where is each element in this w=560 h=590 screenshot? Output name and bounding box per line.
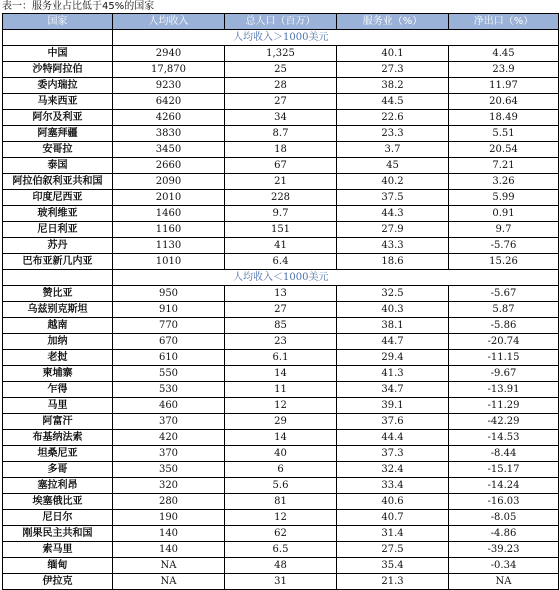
- population-cell: 40: [225, 446, 337, 462]
- country-cell: 乍得: [3, 382, 113, 398]
- header-income: 人均收入: [113, 14, 225, 30]
- population-cell: 9.7: [225, 206, 337, 222]
- net-export-cell: NA: [449, 574, 559, 590]
- net-export-cell: -39.23: [449, 542, 559, 558]
- services-cell: 21.3: [337, 574, 449, 590]
- country-cell: 伊拉克: [3, 574, 113, 590]
- population-cell: 25: [225, 62, 337, 78]
- table-row: [3, 62, 559, 78]
- country-cell: 赞比亚: [3, 286, 113, 302]
- header-population: 总人口（百万）: [225, 14, 337, 30]
- table-row: [3, 494, 559, 510]
- services-cell: 44.3: [337, 206, 449, 222]
- table-row: [3, 238, 559, 254]
- net-export-cell: 23.9: [449, 62, 559, 78]
- country-cell: 老挝: [3, 350, 113, 366]
- net-export-cell: -42.29: [449, 414, 559, 430]
- services-cell: 37.6: [337, 414, 449, 430]
- net-export-cell: -11.15: [449, 350, 559, 366]
- net-export-cell: 7.21: [449, 158, 559, 174]
- income-cell: 950: [113, 286, 225, 302]
- population-cell: 8.7: [225, 126, 337, 142]
- country-cell: 乌兹别克斯坦: [3, 302, 113, 318]
- income-cell: 1010: [113, 254, 225, 270]
- income-cell: 370: [113, 446, 225, 462]
- table-row: [3, 526, 559, 542]
- net-export-cell: 5.99: [449, 190, 559, 206]
- services-cell: 27.9: [337, 222, 449, 238]
- country-cell: 马里: [3, 398, 113, 414]
- country-cell: 中国: [3, 46, 113, 62]
- section-row: [3, 270, 559, 286]
- services-cell: 18.6: [337, 254, 449, 270]
- header-net-export: 净出口（%）: [449, 14, 559, 30]
- income-cell: 9230: [113, 78, 225, 94]
- country-cell: 越南: [3, 318, 113, 334]
- header-row: [3, 14, 559, 30]
- income-cell: 1130: [113, 238, 225, 254]
- country-cell: 安哥拉: [3, 142, 113, 158]
- population-cell: 13: [225, 286, 337, 302]
- services-cell: 27.3: [337, 62, 449, 78]
- population-cell: 6.1: [225, 350, 337, 366]
- population-cell: 1,325: [225, 46, 337, 62]
- services-cell: 23.3: [337, 126, 449, 142]
- net-export-cell: -8.44: [449, 446, 559, 462]
- country-cell: 尼日尔: [3, 510, 113, 526]
- country-cell: 刚果民主共和国: [3, 526, 113, 542]
- table-caption: 表一：服务业占比低于45%的国家: [2, 1, 155, 12]
- table-row: [3, 318, 559, 334]
- section-blank-cell: [3, 270, 113, 286]
- country-cell: 布基纳法索: [3, 430, 113, 446]
- country-cell: 玻利维亚: [3, 206, 113, 222]
- table-row: [3, 222, 559, 238]
- population-cell: 85: [225, 318, 337, 334]
- table-row: [3, 254, 559, 270]
- section-label: 人均收入＞1000美元: [113, 30, 559, 46]
- net-export-cell: 9.7: [449, 222, 559, 238]
- population-cell: 31: [225, 574, 337, 590]
- net-export-cell: 20.54: [449, 142, 559, 158]
- income-cell: 4260: [113, 110, 225, 126]
- net-export-cell: 18.49: [449, 110, 559, 126]
- section-row: [3, 30, 559, 46]
- services-cell: 27.5: [337, 542, 449, 558]
- income-cell: 2010: [113, 190, 225, 206]
- services-cell: 40.6: [337, 494, 449, 510]
- country-cell: 塞拉利昂: [3, 478, 113, 494]
- income-cell: 6420: [113, 94, 225, 110]
- table-row: [3, 558, 559, 574]
- table-row: [3, 158, 559, 174]
- population-cell: 6.4: [225, 254, 337, 270]
- income-cell: 17,870: [113, 62, 225, 78]
- services-cell: 45: [337, 158, 449, 174]
- table-row: [3, 462, 559, 478]
- services-cell: 38.1: [337, 318, 449, 334]
- services-cell: 37.3: [337, 446, 449, 462]
- country-cell: 马来西亚: [3, 94, 113, 110]
- table-row: [3, 350, 559, 366]
- country-cell: 柬埔寨: [3, 366, 113, 382]
- population-cell: 62: [225, 526, 337, 542]
- table-row: [3, 366, 559, 382]
- services-cell: 22.6: [337, 110, 449, 126]
- services-cell: 38.2: [337, 78, 449, 94]
- country-cell: 阿拉伯叙利亚共和国: [3, 174, 113, 190]
- services-cell: 44.4: [337, 430, 449, 446]
- services-cell: 40.7: [337, 510, 449, 526]
- population-cell: 21: [225, 174, 337, 190]
- services-cell: 41.3: [337, 366, 449, 382]
- net-export-cell: -0.34: [449, 558, 559, 574]
- population-cell: 12: [225, 398, 337, 414]
- income-cell: 770: [113, 318, 225, 334]
- table-row: [3, 382, 559, 398]
- population-cell: 41: [225, 238, 337, 254]
- net-export-cell: -16.03: [449, 494, 559, 510]
- income-cell: 280: [113, 494, 225, 510]
- country-cell: 尼日利亚: [3, 222, 113, 238]
- income-cell: 140: [113, 542, 225, 558]
- section-blank-cell: [3, 30, 113, 46]
- population-cell: 27: [225, 302, 337, 318]
- country-cell: 委内瑞拉: [3, 78, 113, 94]
- income-cell: NA: [113, 558, 225, 574]
- income-cell: 530: [113, 382, 225, 398]
- table-body: [3, 30, 559, 590]
- services-cell: 32.4: [337, 462, 449, 478]
- country-cell: 沙特阿拉伯: [3, 62, 113, 78]
- services-cell: 32.5: [337, 286, 449, 302]
- net-export-cell: -13.91: [449, 382, 559, 398]
- income-cell: 3830: [113, 126, 225, 142]
- population-cell: 48: [225, 558, 337, 574]
- table-row: [3, 446, 559, 462]
- income-cell: 910: [113, 302, 225, 318]
- net-export-cell: 5.87: [449, 302, 559, 318]
- net-export-cell: -8.05: [449, 510, 559, 526]
- table-row: [3, 126, 559, 142]
- services-cell: 3.7: [337, 142, 449, 158]
- table-row: [3, 286, 559, 302]
- income-cell: 140: [113, 526, 225, 542]
- country-cell: 缅甸: [3, 558, 113, 574]
- income-cell: 1460: [113, 206, 225, 222]
- services-cell: 37.5: [337, 190, 449, 206]
- net-export-cell: 4.45: [449, 46, 559, 62]
- population-cell: 23: [225, 334, 337, 350]
- income-cell: 3450: [113, 142, 225, 158]
- country-cell: 坦桑尼亚: [3, 446, 113, 462]
- income-cell: 2090: [113, 174, 225, 190]
- income-cell: 670: [113, 334, 225, 350]
- services-cell: 31.4: [337, 526, 449, 542]
- net-export-cell: -5.67: [449, 286, 559, 302]
- net-export-cell: -9.67: [449, 366, 559, 382]
- net-export-cell: -5.76: [449, 238, 559, 254]
- table-row: [3, 334, 559, 350]
- table-row: [3, 414, 559, 430]
- income-cell: 460: [113, 398, 225, 414]
- population-cell: 27: [225, 94, 337, 110]
- income-cell: 370: [113, 414, 225, 430]
- income-cell: 610: [113, 350, 225, 366]
- net-export-cell: -11.29: [449, 398, 559, 414]
- table-row: [3, 190, 559, 206]
- net-export-cell: -5.86: [449, 318, 559, 334]
- table-row: [3, 430, 559, 446]
- population-cell: 14: [225, 430, 337, 446]
- income-cell: 550: [113, 366, 225, 382]
- table-row: [3, 78, 559, 94]
- table-row: [3, 206, 559, 222]
- services-cell: 39.1: [337, 398, 449, 414]
- country-cell: 多哥: [3, 462, 113, 478]
- net-export-cell: -15.17: [449, 462, 559, 478]
- header-country: 国家: [3, 14, 113, 30]
- population-cell: 14: [225, 366, 337, 382]
- section-label: 人均收入＜1000美元: [113, 270, 559, 286]
- population-cell: 81: [225, 494, 337, 510]
- income-cell: 350: [113, 462, 225, 478]
- population-cell: 11: [225, 382, 337, 398]
- population-cell: 5.6: [225, 478, 337, 494]
- income-cell: NA: [113, 574, 225, 590]
- net-export-cell: 5.51: [449, 126, 559, 142]
- population-cell: 29: [225, 414, 337, 430]
- income-cell: 1160: [113, 222, 225, 238]
- population-cell: 6: [225, 462, 337, 478]
- table-row: [3, 574, 559, 590]
- services-cell: 43.3: [337, 238, 449, 254]
- header-services: 服务业（%）: [337, 14, 449, 30]
- population-cell: 67: [225, 158, 337, 174]
- table-row: [3, 110, 559, 126]
- net-export-cell: -14.24: [449, 478, 559, 494]
- services-share-table: [2, 13, 559, 590]
- services-cell: 35.4: [337, 558, 449, 574]
- net-export-cell: 0.91: [449, 206, 559, 222]
- income-cell: 420: [113, 430, 225, 446]
- services-cell: 40.1: [337, 46, 449, 62]
- table-row: [3, 398, 559, 414]
- country-cell: 阿富汗: [3, 414, 113, 430]
- table-row: [3, 542, 559, 558]
- services-cell: 29.4: [337, 350, 449, 366]
- country-cell: 巴布亚新几内亚: [3, 254, 113, 270]
- table-row: [3, 510, 559, 526]
- population-cell: 151: [225, 222, 337, 238]
- country-cell: 苏丹: [3, 238, 113, 254]
- income-cell: 320: [113, 478, 225, 494]
- table-row: [3, 142, 559, 158]
- table-row: [3, 174, 559, 190]
- population-cell: 28: [225, 78, 337, 94]
- table-row: [3, 46, 559, 62]
- population-cell: 12: [225, 510, 337, 526]
- services-cell: 40.3: [337, 302, 449, 318]
- country-cell: 印度尼西亚: [3, 190, 113, 206]
- net-export-cell: 20.64: [449, 94, 559, 110]
- country-cell: 埃塞俄比亚: [3, 494, 113, 510]
- net-export-cell: -4.86: [449, 526, 559, 542]
- income-cell: 190: [113, 510, 225, 526]
- net-export-cell: -14.53: [449, 430, 559, 446]
- table-row: [3, 302, 559, 318]
- income-cell: 2940: [113, 46, 225, 62]
- services-cell: 44.5: [337, 94, 449, 110]
- table-row: [3, 478, 559, 494]
- country-cell: 阿塞拜疆: [3, 126, 113, 142]
- net-export-cell: -20.74: [449, 334, 559, 350]
- population-cell: 18: [225, 142, 337, 158]
- net-export-cell: 3.26: [449, 174, 559, 190]
- country-cell: 泰国: [3, 158, 113, 174]
- services-cell: 34.7: [337, 382, 449, 398]
- services-cell: 33.4: [337, 478, 449, 494]
- income-cell: 2660: [113, 158, 225, 174]
- services-cell: 44.7: [337, 334, 449, 350]
- table-row: [3, 94, 559, 110]
- population-cell: 34: [225, 110, 337, 126]
- country-cell: 索马里: [3, 542, 113, 558]
- population-cell: 6.5: [225, 542, 337, 558]
- country-cell: 加纳: [3, 334, 113, 350]
- country-cell: 阿尔及利亚: [3, 110, 113, 126]
- net-export-cell: 15.26: [449, 254, 559, 270]
- services-cell: 40.2: [337, 174, 449, 190]
- population-cell: 228: [225, 190, 337, 206]
- net-export-cell: 11.97: [449, 78, 559, 94]
